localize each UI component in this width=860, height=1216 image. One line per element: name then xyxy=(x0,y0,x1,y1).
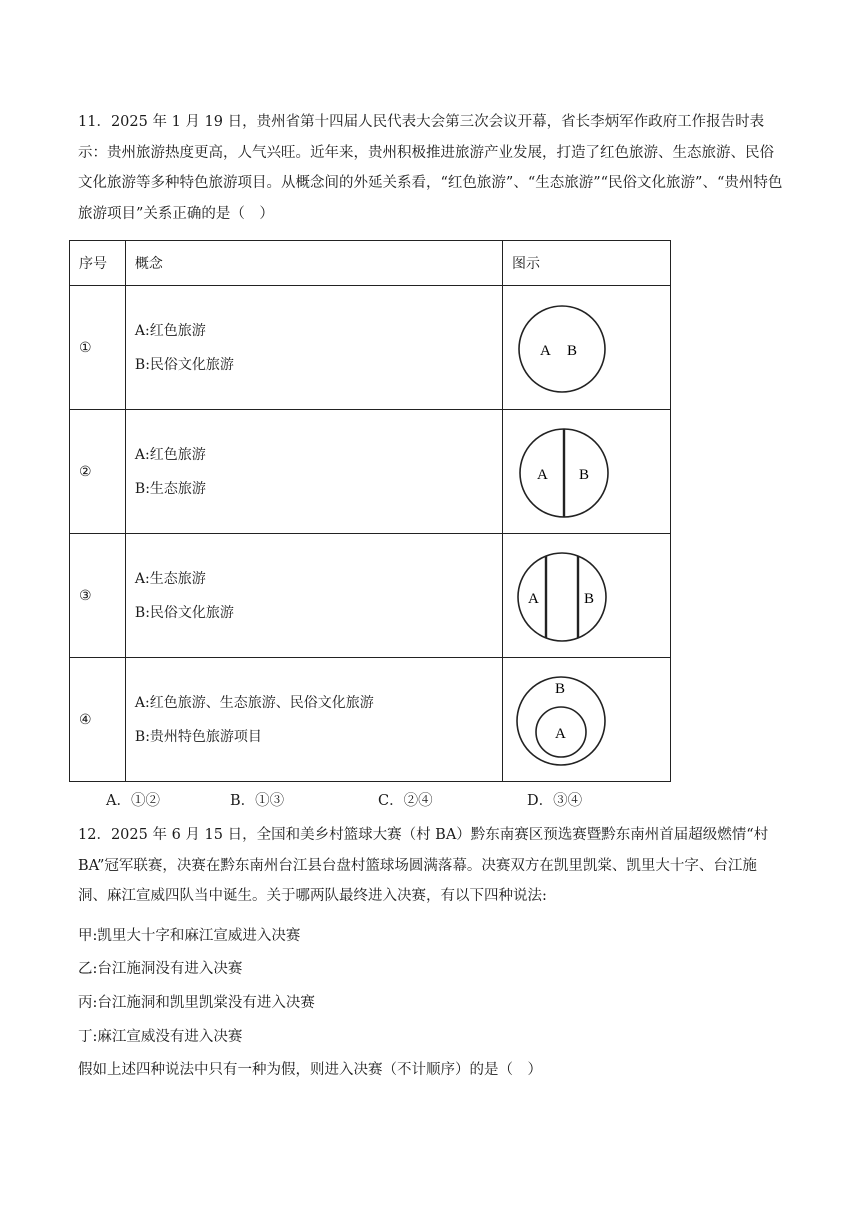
concept-b: B:生态旅游 xyxy=(134,480,206,497)
diagram-label-a: A xyxy=(527,590,539,607)
table-row xyxy=(70,410,671,534)
question-12 xyxy=(78,820,784,912)
concept-a: A:红色旅游 xyxy=(134,446,206,463)
question-11-text: 11．2025 年 1 月 19 日，贵州省第十四届人民代表大会第三次会议开幕，省长李炳军作政府工作报告时表示：贵州旅游热度更高，人气兴旺。近年来，贵州积极推进旅游产业发展，打造了红色旅游、生态旅游、民俗文化旅游等多种特色旅游项目。从概念间的外延关系看，“红色旅游”、“生态旅游”“民俗文化旅游”、“贵州特色旅游项目”关系正确的是（ ） xyxy=(78,114,783,222)
concept-b: B:民俗文化旅游 xyxy=(134,604,234,621)
table-row xyxy=(70,658,671,782)
diagram-label-b: B xyxy=(554,680,565,697)
row-diagram xyxy=(503,286,671,410)
answer-options xyxy=(106,788,706,814)
question-12-text: 12．2025 年 6 月 15 日，全国和美乡村篮球大赛（村 BA）黔东南赛区预选赛暨黔东南州首届超级燃情“村 BA”冠军联赛，决赛在黔东南州台江县台盘村篮球场圆满落幕。决赛双方在凯里凯棠、凯里大十字、台江施洞、麻江宣威四队当中诞生。关于哪两队最终进入决赛，有以下四种说法: xyxy=(78,827,769,904)
option-d[interactable]: D．③④ xyxy=(527,793,583,809)
concept-b: B:民俗文化旅游 xyxy=(134,356,234,373)
header-number: 序号 xyxy=(70,241,126,286)
header-concept: 概念 xyxy=(125,241,502,286)
row-concepts xyxy=(125,658,502,782)
question-12-prompt: 假如上述四种说法中只有一种为假，则进入决赛（不计顺序）的是（ ） xyxy=(78,1062,542,1078)
option-a[interactable]: A．①② xyxy=(106,793,160,809)
statement-jia: 甲:凯里大十字和麻江宣威进入决赛 xyxy=(78,928,301,944)
concept-b: B:贵州特色旅游项目 xyxy=(134,728,262,745)
option-b[interactable]: B．①③ xyxy=(230,793,285,809)
table-row xyxy=(70,286,671,410)
contradiction-diagram xyxy=(508,411,666,533)
table-header-row xyxy=(70,241,671,286)
concept-a: A:红色旅游 xyxy=(134,322,206,339)
concept-table xyxy=(69,240,671,782)
diagram-label-a: A xyxy=(539,342,551,359)
inclusion-diagram xyxy=(508,659,666,781)
diagram-label-b: B xyxy=(578,466,589,483)
row-diagram xyxy=(503,410,671,534)
header-diagram: 图示 xyxy=(503,241,671,286)
row-number: ③ xyxy=(70,534,126,658)
statement-yi: 乙:台江施洞没有进入决赛 xyxy=(78,961,243,977)
diagram-label-b: B xyxy=(566,342,577,359)
concept-a: A:生态旅游 xyxy=(134,570,206,587)
row-number: ① xyxy=(70,286,126,410)
diagram-label-b: B xyxy=(583,590,594,607)
question-11 xyxy=(78,107,784,229)
opposition-diagram xyxy=(508,535,666,657)
option-c[interactable]: C．②④ xyxy=(378,793,433,809)
row-concepts xyxy=(125,410,502,534)
row-concepts xyxy=(125,534,502,658)
row-diagram xyxy=(503,658,671,782)
diagram-circle xyxy=(519,306,605,392)
table-row xyxy=(70,534,671,658)
row-number: ② xyxy=(70,410,126,534)
row-number: ④ xyxy=(70,658,126,782)
statement-bing: 丙:台江施洞和凯里凯棠没有进入决赛 xyxy=(78,995,315,1011)
concept-a: A:红色旅游、生态旅游、民俗文化旅游 xyxy=(134,694,374,711)
statement-ding: 丁:麻江宣威没有进入决赛 xyxy=(78,1029,243,1045)
row-diagram xyxy=(503,534,671,658)
diagram-label-a: A xyxy=(536,466,548,483)
row-concepts xyxy=(125,286,502,410)
identity-diagram xyxy=(508,287,666,409)
diagram-label-a: A xyxy=(554,725,566,742)
